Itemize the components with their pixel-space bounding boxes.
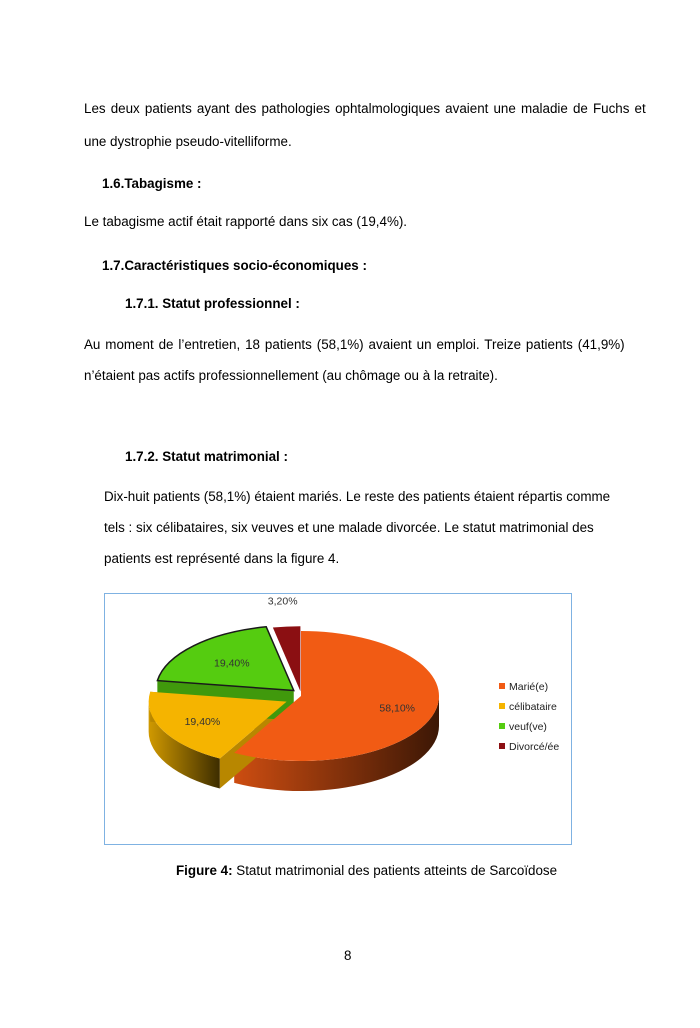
section-heading-statut-professionnel: 1.7.1. Statut professionnel : [125,296,300,311]
paragraph-line: Le tabagisme actif était rapporté dans six cas (19,4%). [84,214,408,229]
pie-data-label: 19,40% [213,657,250,670]
caption-label: Figure 4: [176,863,233,878]
paragraph-line: Les deux patients ayant des pathologies ophtalmologiques avaient une maladie de Fuchs et [84,101,646,116]
pie-data-label: 3,20% [267,595,298,608]
caption-text: Statut matrimonial des patients atteints de Sarcoïdose [232,863,558,878]
legend-swatch [499,683,505,689]
pie-data-label: 58,10% [379,702,416,715]
section-heading-statut-matrimonial: 1.7.2. Statut matrimonial : [125,449,288,464]
section-heading-tabagisme: 1.6.Tabagisme : [102,176,202,191]
legend-label: célibataire [509,701,557,713]
paragraph-line: une dystrophie pseudo-vitelliforme. [84,134,292,149]
paragraph-line: Au moment de l’entretien, 18 patients (58,1%) avaient un emploi. Treize patients (41,9%) [84,337,625,352]
section-heading-socio-economique: 1.7.Caractéristiques socio-économiques : [102,258,367,273]
paragraph-line: Dix-huit patients (58,1%) étaient mariés. Le reste des patients étaient répartis comme [104,489,611,504]
legend-swatch [499,723,505,729]
legend-swatch [499,703,505,709]
page-number: 8 [344,948,352,963]
pie-chart-frame [104,593,572,845]
pie-chart [105,594,573,846]
legend-label: Divorcé/ée [509,741,560,753]
legend-label: veuf(ve) [509,721,547,733]
paragraph-line: n’étaient pas actifs professionnellement (au chômage ou à la retraite). [84,368,498,383]
legend-label: Marié(e) [509,681,549,693]
pie-data-label: 19,40% [184,716,221,729]
paragraph-line: patients est représenté dans la figure 4. [104,551,340,566]
legend-swatch [499,743,505,749]
paragraph-line: tels : six célibataires, six veuves et une malade divorcée. Le statut matrimonial des [104,520,594,535]
figure-caption [176,863,557,878]
